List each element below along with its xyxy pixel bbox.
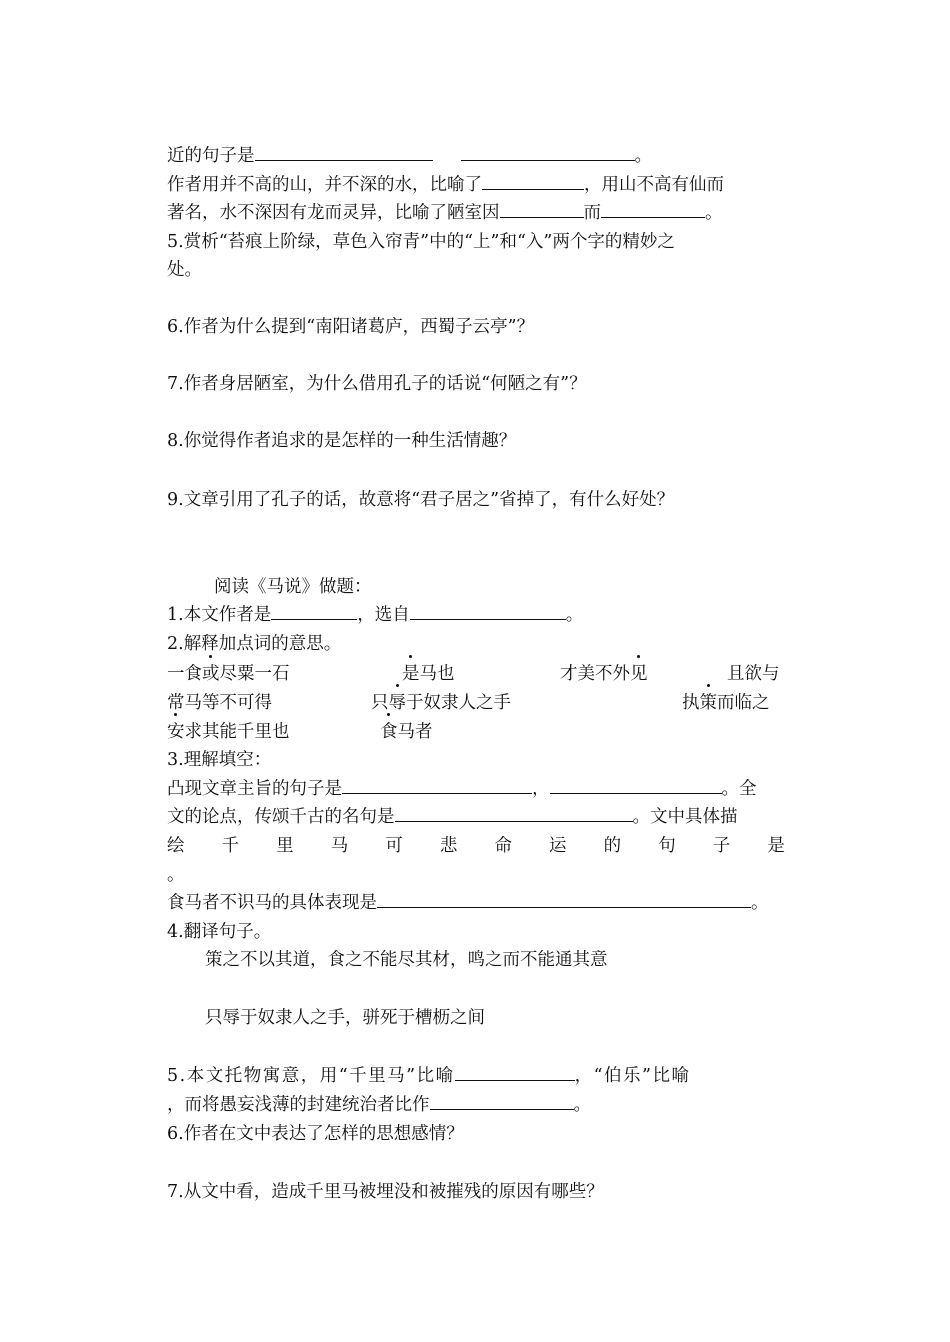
question-8: 8.你觉得作者追求的是怎样的一种生活情趣？: [167, 431, 517, 451]
text: 。: [565, 605, 584, 625]
answer-blank[interactable]: [601, 199, 705, 218]
answer-blank[interactable]: [342, 775, 532, 794]
translate-sentence-2: 只辱于奴隶人之手，骈死于槽枥之间: [205, 1008, 485, 1028]
text: 。文中具体描: [632, 807, 738, 827]
spread-char: 绘: [167, 836, 185, 856]
answer-blank[interactable]: [550, 775, 722, 794]
word-item: 才美不外见: [560, 660, 648, 688]
word-item: 且欲与: [727, 664, 780, 684]
text: ，“伯乐”比喻: [574, 1066, 691, 1086]
answer-blank[interactable]: [482, 171, 584, 190]
text: ，而将愚妄浅薄的封建统治者比作: [167, 1095, 430, 1115]
question-5: 5.赏析“苔痕上阶绿，草色入帘青”中的“上”和“入”两个字的精妙之: [167, 232, 675, 252]
word-item: 是马也: [402, 660, 455, 688]
answer-blank[interactable]: [395, 803, 633, 822]
text: 近的句子是: [167, 146, 255, 166]
word-item: 常马等不可得: [167, 693, 272, 713]
question-9: 9.文章引用了孔子的话，故意将“君子居之”省掉了，有什么好处？: [167, 490, 675, 510]
text: 而: [583, 203, 601, 223]
text: 食马者不识马的具体表现是: [167, 893, 377, 913]
spread-char: 马: [330, 836, 349, 856]
spread-char: 句: [658, 836, 676, 856]
text: ，选自: [357, 605, 410, 625]
q4-answer-line: [167, 142, 787, 170]
spread-char: 命: [494, 836, 512, 856]
metaphor-line-2: [167, 199, 787, 227]
p2-question-4: 4.翻译句子。: [167, 922, 272, 942]
word-item: 安求其能千里也: [167, 718, 290, 746]
question-7: 7.作者身居陋室，为什么借用孔子的话说“何陋之有”？: [167, 374, 587, 394]
justified-line: [167, 832, 785, 860]
translate-sentence-1: 策之不以其道，食之不能尽其材，鸣之而不能通其意: [205, 950, 608, 970]
text: 著名，水不深因有龙而灵异，比喻了陋室因: [167, 203, 500, 223]
text: 。全: [721, 779, 757, 799]
answer-blank[interactable]: [255, 142, 433, 161]
p2-question-5: [167, 1062, 787, 1090]
question-6: 6.作者为什么提到“南阳诸葛庐，西蜀子云亭”？: [167, 317, 535, 337]
text: 。: [634, 146, 652, 166]
word-item: 一食或尽粟一石: [167, 660, 290, 688]
p2-question-7: 7.从文中看，造成千里马被埋没和被摧残的原因有哪些？: [167, 1182, 604, 1202]
metaphor-line-1: [167, 171, 787, 199]
text: 。: [705, 203, 723, 223]
thesis-line: [167, 803, 787, 831]
dotted-char: 策: [700, 689, 718, 717]
text: 。: [751, 893, 769, 913]
text: 。: [573, 1095, 591, 1115]
text: 1.本文作者是: [167, 605, 272, 625]
text: 5.本文托物寓意，用“千里马”比喻: [167, 1066, 455, 1086]
answer-blank[interactable]: [377, 889, 751, 908]
text: 作者用并不高的山，并不深的水，比喻了: [167, 175, 482, 195]
text: ，: [532, 779, 550, 799]
spread-char: 可: [385, 836, 403, 856]
spread-char: 是: [767, 836, 785, 856]
word-item: 执策而临之: [682, 689, 770, 717]
p2-question-5-cont: [167, 1091, 787, 1119]
dotted-char: 辱: [389, 689, 407, 717]
spread-char: 子: [712, 836, 731, 856]
p2-question-6: 6.作者在文中表达了怎样的思想感情？: [167, 1124, 464, 1144]
answer-blank[interactable]: [461, 142, 635, 161]
p2-question-3: 3.理解填空：: [167, 750, 272, 770]
dotted-char: 安: [167, 718, 185, 746]
text: 文的论点，传颂千古的名句是: [167, 807, 395, 827]
answer-blank[interactable]: [271, 601, 357, 620]
answer-blank[interactable]: [455, 1062, 575, 1081]
answer-blank[interactable]: [410, 601, 566, 620]
question-5-cont: 处。: [167, 260, 202, 280]
text: ，用山不高有仙而: [584, 175, 724, 195]
spread-char: 悲: [439, 836, 458, 856]
behavior-line: [167, 889, 787, 917]
word-item: 食马者: [380, 718, 433, 746]
p2-question-1: [167, 601, 787, 629]
word-item: 只辱于奴隶人之手: [371, 689, 511, 717]
spread-char: 运: [549, 836, 567, 856]
dotted-char: 或: [202, 660, 220, 688]
spread-char: 的: [603, 836, 622, 856]
spread-char: 千: [221, 836, 240, 856]
answer-blank[interactable]: [500, 199, 584, 218]
dotted-char: 食: [380, 718, 398, 746]
spread-char: 里: [276, 836, 294, 856]
p2-question-2: 2.解释加点词的意思。: [167, 634, 342, 654]
theme-line: [167, 775, 787, 803]
dotted-char: 见: [630, 660, 648, 688]
dotted-char: 是: [402, 660, 420, 688]
answer-blank[interactable]: [430, 1091, 574, 1110]
text: 凸现文章主旨的句子是: [167, 779, 342, 799]
justified-line-end: 。: [167, 865, 185, 885]
section-heading: 阅读《马说》做题：: [214, 577, 372, 597]
